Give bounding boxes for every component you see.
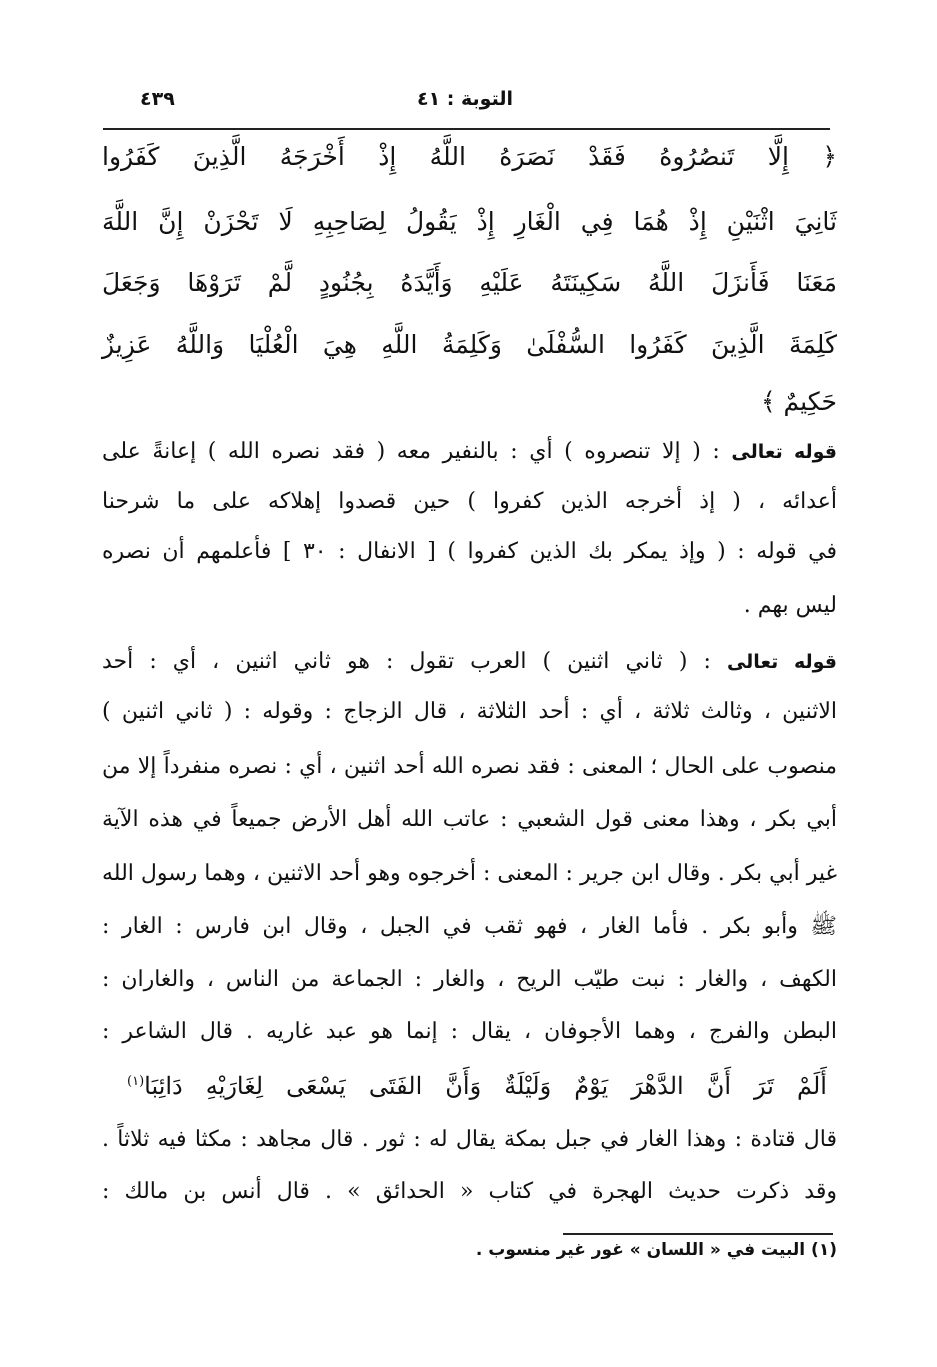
footnote: (١) البيت في « اللسان » غور غير منسوب . xyxy=(475,1240,837,1260)
commentary-line: وقد ذكرت حديث الهجرة في كتاب « الحدائق » . قال أنس بن مالك : xyxy=(102,1179,837,1204)
verse-line: مَعَنَا فَأَنزَلَ اللَّهُ سَكِينَتَهُ عَلَيْهِ وَأَيَّدَهُ بِجُنُودٍ لَّمْ تَرَوْهَا وَجَعَلَ xyxy=(102,268,837,297)
commentary-line: البطن والفرج ، وهما الأجوفان ، يقال : إنما هو عبد غاريه . قال الشاعر : xyxy=(102,1019,837,1044)
footnote-marker: (١) xyxy=(127,1074,145,1089)
verse-line: ﴿ إِلَّا تَنصُرُوهُ فَقَدْ نَصَرَهُ اللَّهُ إِذْ أَخْرَجَهُ الَّذِينَ كَفَرُوا xyxy=(102,142,837,171)
commentary-line: ﷺ وأبو بكر . فأما الغار ، فهو ثقب في الجبل ، وقال ابن فارس : الغار : xyxy=(102,914,837,939)
header-rule xyxy=(103,128,830,130)
commentary-line: قال قتادة : وهذا الغار في جبل بمكة يقال له : ثور . قال مجاهد : مكثا فيه ثلاثاً . xyxy=(102,1127,837,1152)
poem-hemistich-1: أَلَمْ تَرَ أَنَّ الدَّهْرَ يَوْمٌ وَلَيْلَةٌ xyxy=(504,1072,827,1100)
commentary-line: قوله تعالى : ( إلا تنصروه ) أي : بالنفير معه ( فقد نصره الله ) إعانةً على xyxy=(102,439,837,464)
commentary-line: قوله تعالى : ( ثاني اثنين ) العرب تقول : هو ثاني اثنين ، أي : أحد xyxy=(102,649,837,674)
commentary-line: منصوب على الحال ؛ المعنى : فقد نصره الله أحد اثنين ، أي : نصره منفرداً إلا من xyxy=(102,754,837,779)
commentary-lead: قوله تعالى xyxy=(726,651,837,673)
commentary-line: ليس بهم . xyxy=(743,593,837,618)
footnote-rule xyxy=(563,1233,833,1235)
running-title: التوبة : ٤١ xyxy=(416,88,513,110)
poem-verse xyxy=(127,1072,827,1100)
poem-hemistich-2: وَأَنَّ الفَتَى يَسْعَى لِغَارَيْهِ دَائِبَا$^{(١)}$ xyxy=(127,1072,482,1100)
page-header xyxy=(100,88,830,122)
commentary-line: الاثنين ، وثالث ثلاثة ، أي : أحد الثلاثة ، قال الزجاج : وقوله : ( ثاني اثنين ) xyxy=(102,699,837,724)
commentary-lead: قوله تعالى xyxy=(731,441,837,463)
commentary-line: في قوله : ( وإذ يمكر بك الذين كفروا ) [ الانفال : ٣٠ ] فأعلمهم أن نصره xyxy=(102,539,837,564)
verse-line: كَلِمَةَ الَّذِينَ كَفَرُوا السُّفْلَىٰ وَكَلِمَةُ اللَّهِ هِيَ الْعُلْيَا وَاللَّهُ عَزِيزٌ xyxy=(102,330,837,359)
commentary-line: الكهف ، والغار : نبت طيّب الريح ، والغار : الجماعة من الناس ، والغاران : xyxy=(102,967,837,992)
verse-line: ثَانِيَ اثْنَيْنِ إِذْ هُمَا فِي الْغَارِ إِذْ يَقُولُ لِصَاحِبِهِ لَا تَحْزَنْ إِنَّ اللَّهَ xyxy=(102,207,837,236)
commentary-line: غير أبي بكر . وقال ابن جرير : المعنى : أخرجوه وهو أحد الاثنين ، وهما رسول الله xyxy=(102,861,837,886)
commentary-line: أبي بكر ، وهذا معنى قول الشعبي : عاتب الله أهل الأرض جميعاً في هذه الآية xyxy=(102,807,837,832)
page-number: ٤٣٩ xyxy=(140,88,175,110)
verse-line: حَكِيمٌ ﴾ xyxy=(760,387,837,416)
commentary-line: أعدائه ، ( إذ أخرجه الذين كفروا ) حين قصدوا إهلاكه على ما شرحنا xyxy=(102,489,837,514)
